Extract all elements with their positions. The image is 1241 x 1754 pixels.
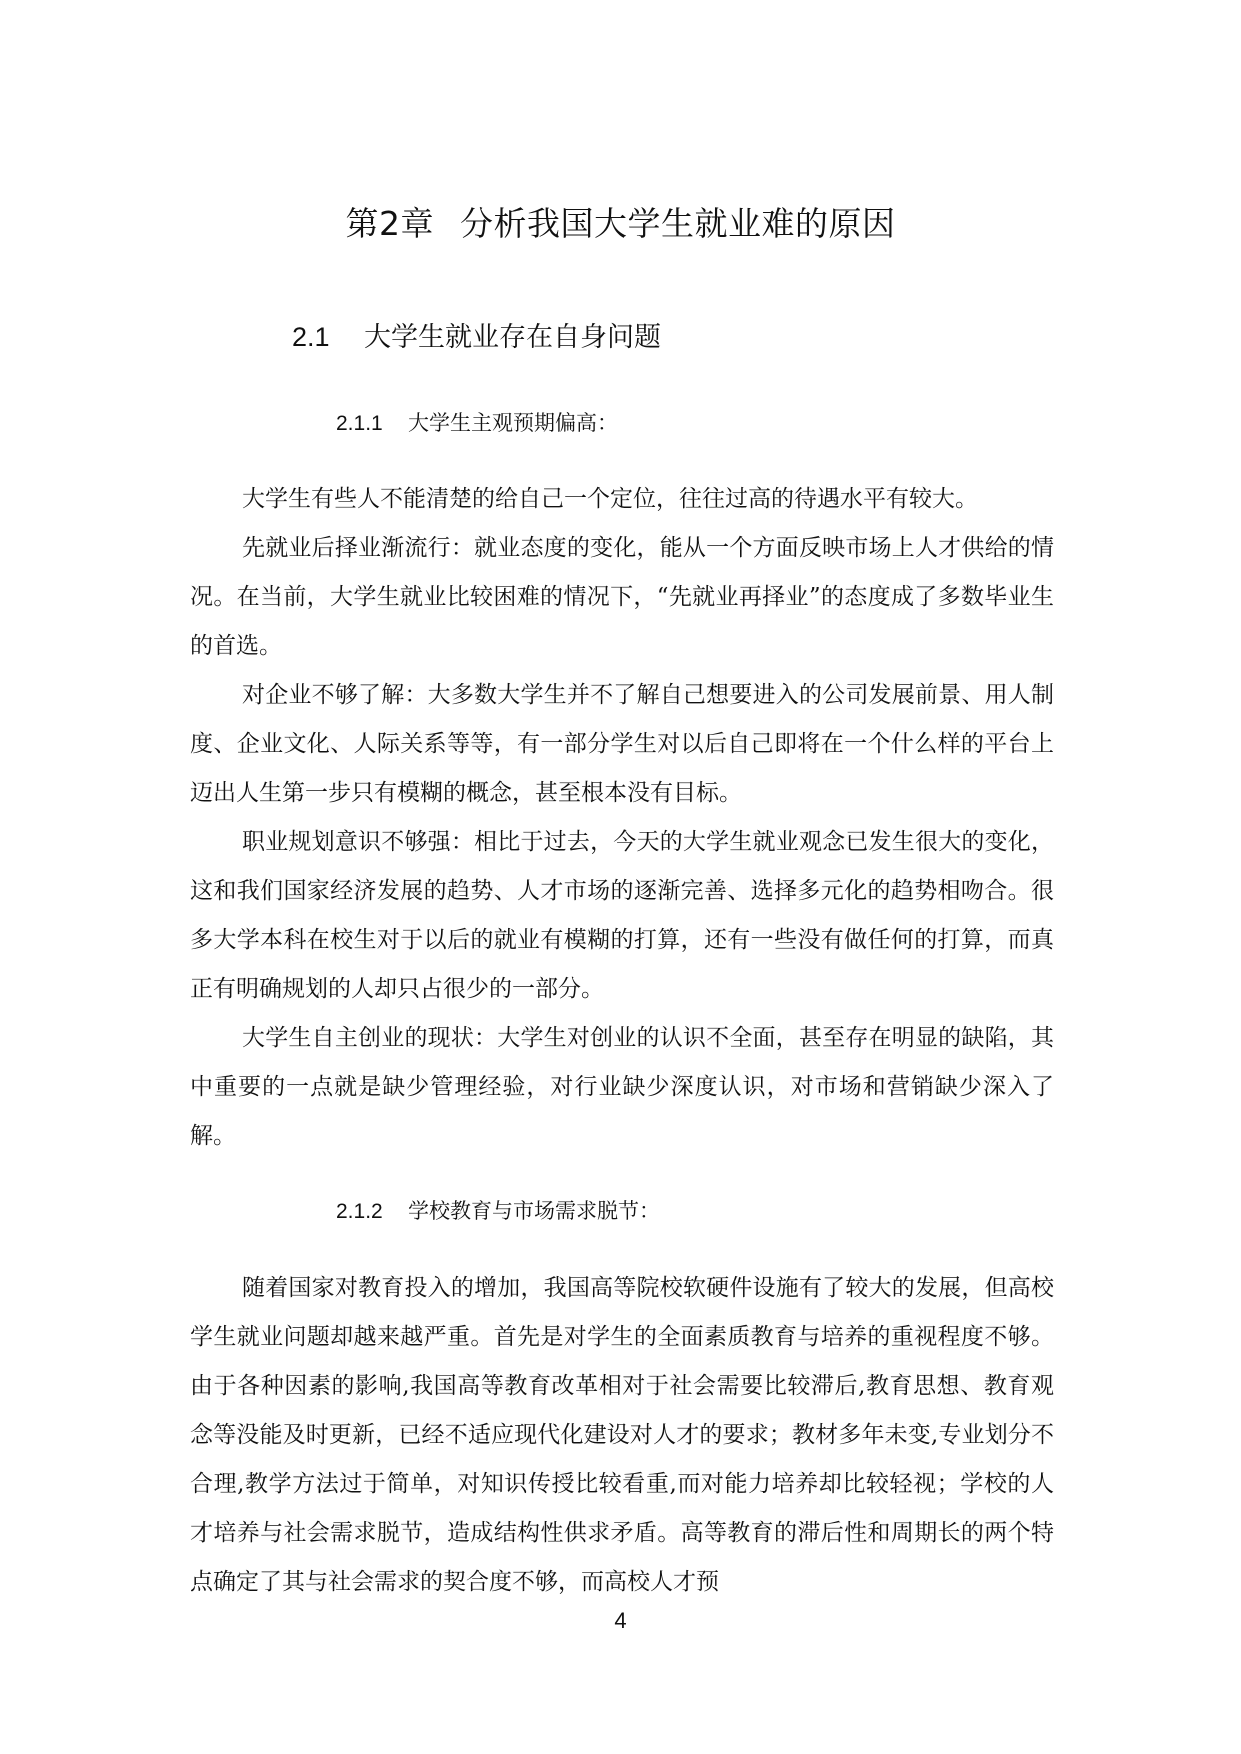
paragraph: 随着国家对教育投入的增加，我国高等院校软硬件设施有了较大的发展，但高校学生就业问题却越来越严重。首先是对学生的全面素质教育与培养的重视程度不够。由于各种因素的影响,我国高等教育改革相对于社会需要比较滞后,教育思想、教育观念等没能及时更新，已经不适应现代化建设对人才的要求；教材多年未变,专业划分不合理,教学方法过于简单，对知识传授比较看重,而对能力培养却比较轻视；学校的人才培养与社会需求脱节，造成结构性供求矛盾。高等教育的滞后性和周期长的两个特点确定了其与社会需求的契合度不够，而高校人才预 — [190, 1275, 1054, 1595]
section-title-text: 大学生就业存在自身问题 — [364, 322, 661, 353]
subsection-number: 2.1.1 — [336, 412, 383, 435]
subsection-number: 2.1.2 — [336, 1200, 383, 1223]
subsection-heading-1 — [336, 407, 618, 437]
chapter-title — [0, 198, 1241, 245]
page-number: 4 — [614, 1608, 627, 1633]
paragraph: 先就业后择业渐流行：就业态度的变化，能从一个方面反映市场上人才供给的情况。在当前，大学生就业比较困难的情况下，“先就业再择业”的态度成了多数毕业生的首选。 — [190, 535, 1054, 659]
paragraph: 职业规划意识不够强：相比于过去，今天的大学生就业观念已发生很大的变化，这和我们国家经济发展的趋势、人才市场的逐渐完善、选择多元化的趋势相吻合。很多大学本科在校生对于以后的就业有模糊的打算，还有一些没有做任何的打算，而真正有明确规划的人却只占很少的一部分。 — [190, 829, 1054, 1002]
paragraph: 大学生自主创业的现状：大学生对创业的认识不全面，甚至存在明显的缺陷，其中重要的一点就是缺少管理经验，对行业缺少深度认识，对市场和营销缺少深入了解。 — [190, 1025, 1054, 1149]
subsection-title-text: 大学生主观预期偏高： — [408, 411, 618, 435]
section-heading — [292, 315, 661, 354]
section-number: 2.1 — [292, 322, 330, 352]
subsection-heading-2 — [336, 1195, 660, 1225]
paragraph: 对企业不够了解：大多数大学生并不了解自己想要进入的公司发展前景、用人制度、企业文化、人际关系等等，有一部分学生对以后自己即将在一个什么样的平台上迈出人生第一步只有模糊的概念，甚至根本没有目标。 — [190, 682, 1054, 806]
chapter-number: 第2章 — [345, 204, 434, 243]
subsection-title-text: 学校教育与市场需求脱节： — [408, 1199, 660, 1223]
paragraph: 大学生有些人不能清楚的给自己一个定位，往往过高的待遇水平有较大。 — [242, 486, 978, 512]
subsection-body-2 — [190, 1264, 1054, 1607]
subsection-body-1 — [190, 475, 1054, 1161]
chapter-title-text: 分析我国大学生就业难的原因 — [460, 204, 896, 243]
